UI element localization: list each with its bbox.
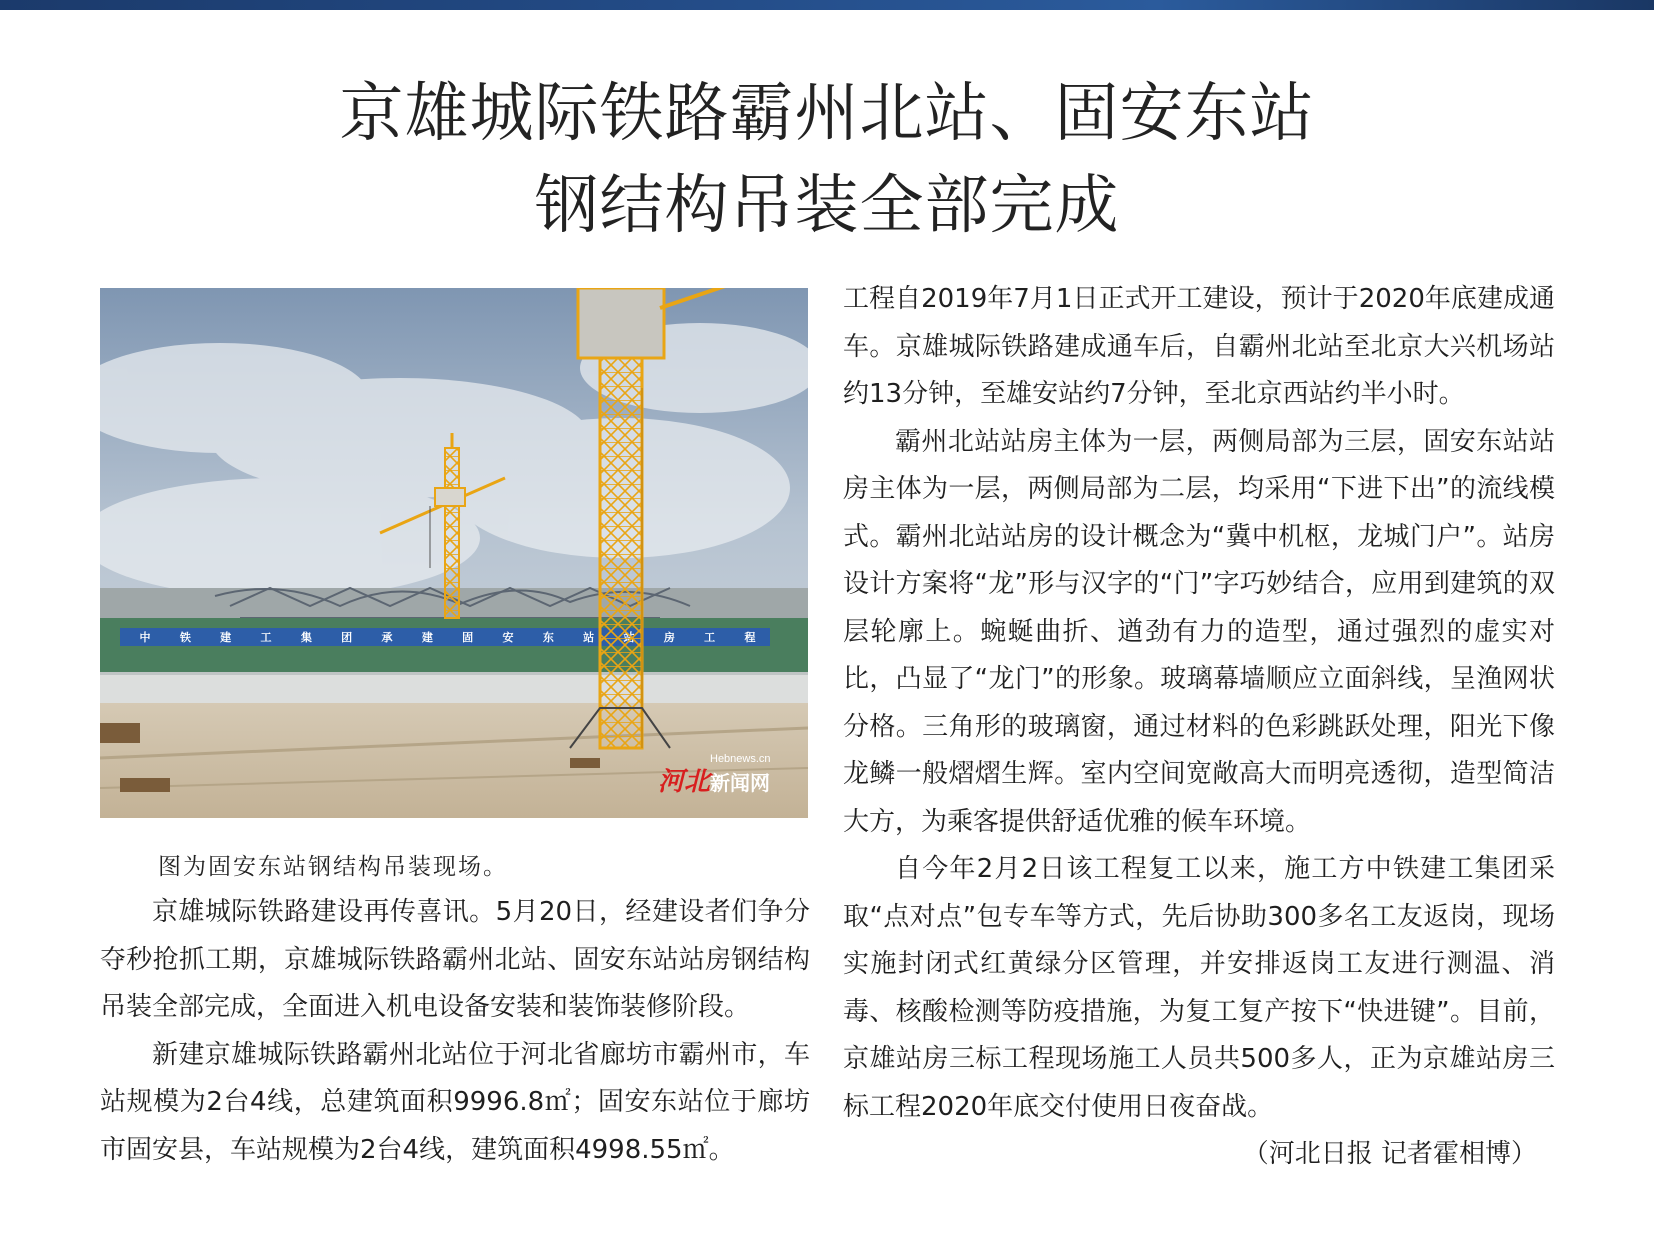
top-color-bar bbox=[0, 0, 1654, 10]
banner-char: 工 bbox=[704, 632, 716, 644]
paragraph: 霸州北站站房主体为一层，两侧局部为三层，固安东站站房主体为一层，两侧局部为二层，均采用“下进下出”的流线模式。霸州北站站房的设计概念为“冀中机枢，龙城门户”。站房设计方案将“龙”形与汉字的“门”字巧妙结合，应用到建筑的双层轮廓上。蜿蜒曲折、遒劲有力的造型，通过强烈的虚实对比，凸显了“龙门”的形象。玻璃幕墙顺应立面斜线，呈渔网状分格。三角形的玻璃窗，通过材料的色彩跳跃处理，阳光下像龙鳞一般熠熠生辉。室内空间宽敞高大而明亮透彻，造型简洁大方，为乘客提供舒适优雅的候车环境。 bbox=[843, 426, 1555, 837]
banner-char: 建 bbox=[220, 632, 232, 644]
article-column-left bbox=[100, 889, 810, 1174]
paragraph-continued: 工程自2019年7月1日正式开工建设，预计于2020年底建成通车。京雄城际铁路建成通车后，自霸州北站至北京大兴机场站约13分钟，至雄安站约7分钟，至北京西站约半小时。 bbox=[843, 284, 1555, 409]
svg-text:河北: 河北 bbox=[658, 767, 711, 797]
svg-text:新闻网: 新闻网 bbox=[710, 771, 770, 795]
banner-char: 团 bbox=[341, 632, 353, 644]
banner-char: 安 bbox=[502, 632, 514, 644]
headline bbox=[0, 68, 1654, 252]
paragraph: 京雄城际铁路建设再传喜讯。5月20日，经建设者们争分夺秒抢抓工期，京雄城际铁路霸州北站、固安东站站房钢结构吊装全部完成，全面进入机电设备安装和装饰装修阶段。 bbox=[100, 897, 810, 1022]
banner-char: 承 bbox=[381, 632, 393, 644]
banner-char: 房 bbox=[663, 632, 675, 644]
banner-char: 程 bbox=[744, 632, 756, 644]
svg-text:Hebnews.cn: Hebnews.cn bbox=[710, 753, 771, 765]
banner-char: 铁 bbox=[179, 632, 191, 644]
paragraph: 自今年2月2日该工程复工以来，施工方中铁建工集团采取“点对点”包专车等方式，先后协助300多名工友返岗，现场实施封闭式红黄绿分区管理，并安排返岗工友进行测温、消毒、核酸检测等防疫措施，为复工复产按下“快进键”。目前，京雄站房三标工程现场施工人员共500多人，正为京雄站房三标工程2020年底交付使用日夜奋战。 bbox=[843, 854, 1555, 1122]
banner-char: 建 bbox=[421, 632, 433, 644]
headline-line-1: 京雄城际铁路霸州北站、固安东站 bbox=[339, 77, 1315, 151]
banner-char: 站 bbox=[583, 632, 595, 644]
construction-site-photo bbox=[100, 288, 808, 818]
paragraph: 新建京雄城际铁路霸州北站位于河北省廊坊市霸州市，车站规模为2台4线，总建筑面积9996.8㎡；固安东站位于廊坊市固安县，车站规模为2台4线，建筑面积4998.55㎡。 bbox=[100, 1039, 810, 1165]
banner-char: 东 bbox=[542, 632, 554, 644]
article-column-right bbox=[843, 276, 1555, 1179]
banner-char: 工 bbox=[260, 632, 272, 644]
banner-char: 中 bbox=[139, 632, 151, 644]
banner-char: 集 bbox=[300, 632, 312, 644]
headline-line-2: 钢结构吊装全部完成 bbox=[534, 169, 1120, 243]
banner-char: 固 bbox=[462, 632, 474, 644]
byline: （河北日报 记者霍相博） bbox=[1242, 1139, 1537, 1169]
photo-caption: 图为固安东站钢结构吊装现场。 bbox=[158, 854, 508, 880]
